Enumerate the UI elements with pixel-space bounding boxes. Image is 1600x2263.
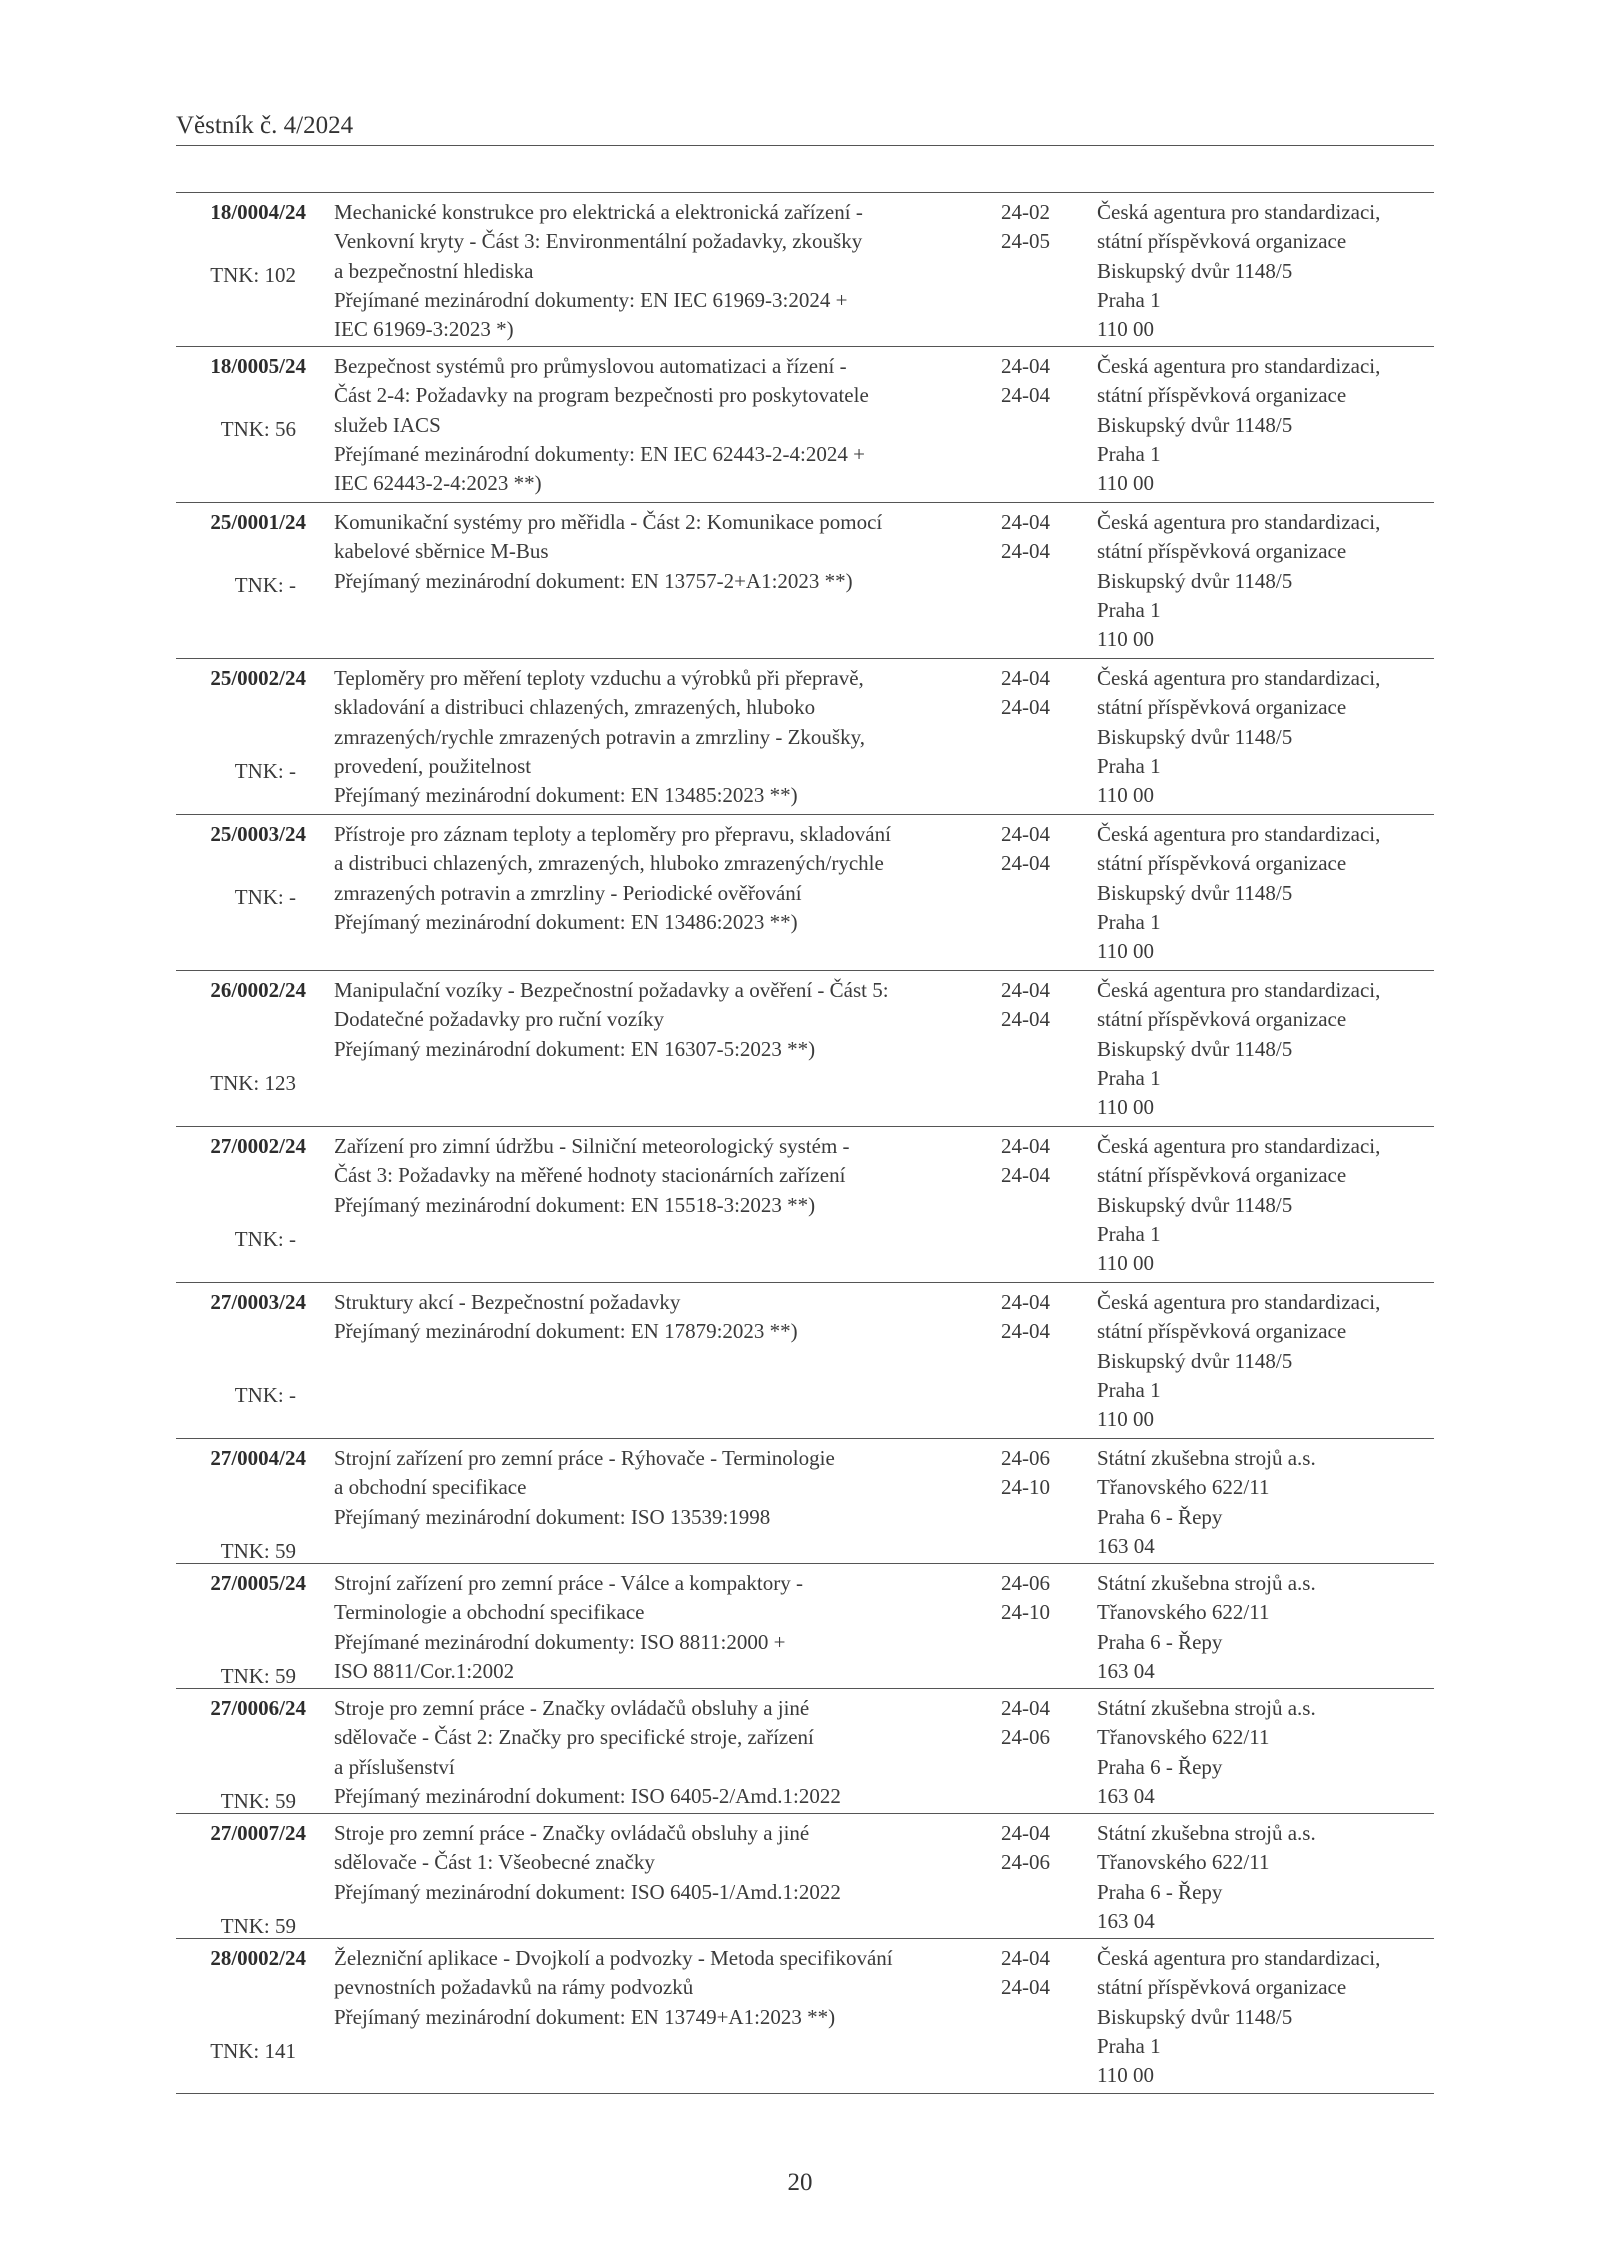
title-line: Venkovní kryty - Část 3: Environmentální požadavky, zkoušky <box>334 229 863 254</box>
org-line: Státní zkušebna strojů a.s. <box>1097 1446 1316 1470</box>
dates-column <box>1001 1288 1050 1347</box>
organization-address <box>1097 664 1437 810</box>
date-value: 24-04 <box>1001 383 1050 408</box>
org-line: Biskupský dvůr 1148/5 <box>1097 724 1293 749</box>
title-line: a distribuci chlazených, zmrazených, hluboko zmrazených/rychle <box>334 851 884 876</box>
date-value: 24-04 <box>1001 354 1050 378</box>
org-line: Biskupský dvůr 1148/5 <box>1097 258 1293 283</box>
title-line: IEC 61969-3:2023 *) <box>334 317 514 342</box>
title-line: Přejímaný mezinárodní dokument: EN 17879:2023 **) <box>334 1319 798 1344</box>
organization-address <box>1097 976 1437 1122</box>
date-value: 24-04 <box>1001 1134 1050 1158</box>
org-line: Praha 1 <box>1097 441 1161 466</box>
title-line: zmrazených/rychle zmrazených potravin a zmrzliny - Zkoušky, <box>334 724 865 749</box>
dates-column <box>1001 1944 1050 2003</box>
org-line: Biskupský dvůr 1148/5 <box>1097 1348 1293 1373</box>
organization-address <box>1097 1819 1437 1936</box>
org-line: Třanovského 622/11 <box>1097 1725 1270 1750</box>
table-row <box>176 658 1434 814</box>
org-line: 110 00 <box>1097 471 1154 496</box>
table-row <box>176 1438 1434 1563</box>
document-title <box>334 820 891 937</box>
org-line: Česká agentura pro standardizaci, <box>1097 822 1381 846</box>
org-line: 163 04 <box>1097 1783 1155 1808</box>
title-line: Terminologie a obchodní specifikace <box>334 1600 645 1625</box>
title-line: Strojní zařízení pro zemní práce - Rýhovače - Terminologie <box>334 1446 835 1470</box>
table-row <box>176 1563 1434 1688</box>
date-value: 24-04 <box>1001 510 1050 534</box>
date-value: 24-05 <box>1001 229 1050 254</box>
date-value: 24-04 <box>1001 822 1050 846</box>
org-line: Česká agentura pro standardizaci, <box>1097 666 1381 690</box>
document-title <box>334 198 874 344</box>
document-number: 26/0002/24 <box>210 978 306 1002</box>
title-line: Manipulační vozíky - Bezpečnostní požadavky a ověření - Část 5: <box>334 978 889 1002</box>
tnk-label: TNK: 59 <box>220 1539 296 1563</box>
org-line: Praha 6 - Řepy <box>1097 1879 1223 1904</box>
org-line: Praha 6 - Řepy <box>1097 1754 1223 1779</box>
title-line: zmrazených potravin a zmrzliny - Periodické ověřování <box>334 880 802 905</box>
org-line: Praha 1 <box>1097 287 1161 312</box>
title-line: Přejímaný mezinárodní dokument: EN 16307-5:2023 **) <box>334 1036 816 1061</box>
org-line: 163 04 <box>1097 1533 1155 1558</box>
org-line: Státní zkušebna strojů a.s. <box>1097 1571 1316 1595</box>
page-number: 20 <box>787 2169 813 2196</box>
org-line: 110 00 <box>1097 939 1154 964</box>
org-line: státní příspěvková organizace <box>1097 1007 1347 1032</box>
org-line: Biskupský dvůr 1148/5 <box>1097 2004 1293 2029</box>
org-line: Biskupský dvůr 1148/5 <box>1097 1192 1293 1217</box>
organization-address <box>1097 1288 1437 1434</box>
document-number: 25/0003/24 <box>210 822 306 846</box>
org-line: Česká agentura pro standardizaci, <box>1097 510 1381 534</box>
title-line: pevnostních požadavků na rámy podvozků <box>334 1975 694 2000</box>
document-number: 27/0002/24 <box>210 1134 306 1158</box>
title-line: Přejímaný mezinárodní dokument: ISO 13539:1998 <box>334 1504 771 1529</box>
tnk-label: TNK: 59 <box>220 1914 296 1938</box>
tnk-label: TNK: - <box>234 1227 296 1251</box>
dates-column <box>1001 508 1050 567</box>
date-value: 24-04 <box>1001 1163 1050 1188</box>
title-line: Přejímaný mezinárodní dokument: EN 13757-2+A1:2023 **) <box>334 568 853 593</box>
org-line: Česká agentura pro standardizaci, <box>1097 200 1381 224</box>
date-value: 24-04 <box>1001 666 1050 690</box>
org-line: Třanovského 622/11 <box>1097 1475 1270 1500</box>
org-line: 110 00 <box>1097 627 1154 652</box>
title-line: Přejímaný mezinárodní dokument: EN 15518-3:2023 **) <box>334 1192 816 1217</box>
title-line: a obchodní specifikace <box>334 1475 527 1500</box>
title-line: skladování a distribuci chlazených, zmrazených, hluboko <box>334 695 816 720</box>
table-row <box>176 970 1434 1126</box>
date-value: 24-06 <box>1001 1850 1050 1875</box>
organization-address <box>1097 508 1437 654</box>
title-line: Přejímaný mezinárodní dokument: EN 13485:2023 **) <box>334 783 798 808</box>
document-title <box>334 1132 874 1220</box>
document-number: 27/0004/24 <box>210 1446 306 1470</box>
dates-column <box>1001 1132 1050 1191</box>
title-line: provedení, použitelnost <box>334 753 532 778</box>
date-value: 24-04 <box>1001 1290 1050 1314</box>
tnk-label: TNK: - <box>234 1383 296 1407</box>
date-value: 24-06 <box>1001 1571 1050 1595</box>
table-row <box>176 1813 1434 1938</box>
title-line: služeb IACS <box>334 412 441 437</box>
document-number: 25/0002/24 <box>210 666 306 690</box>
org-line: Praha 1 <box>1097 909 1161 934</box>
header-divider <box>176 145 1434 146</box>
document-title <box>334 976 889 1064</box>
org-line: 110 00 <box>1097 1095 1154 1120</box>
org-line: Česká agentura pro standardizaci, <box>1097 978 1381 1002</box>
document-number: 27/0003/24 <box>210 1290 306 1314</box>
org-line: Česká agentura pro standardizaci, <box>1097 354 1381 378</box>
table-row <box>176 502 1434 658</box>
tnk-label: TNK: 141 <box>210 2039 296 2063</box>
org-line: 110 00 <box>1097 1407 1154 1432</box>
organization-address <box>1097 820 1437 966</box>
tnk-label: TNK: 59 <box>220 1664 296 1688</box>
tnk-label: TNK: 102 <box>210 263 296 287</box>
org-line: 163 04 <box>1097 1908 1155 1933</box>
page-header-title: Věstník č. 4/2024 <box>176 112 354 139</box>
org-line: státní příspěvková organizace <box>1097 539 1347 564</box>
title-line: a příslušenství <box>334 1754 455 1779</box>
org-line: státní příspěvková organizace <box>1097 1163 1347 1188</box>
tnk-label: TNK: 59 <box>220 1789 296 1813</box>
title-line: Teploměry pro měření teploty vzduchu a výrobků při přepravě, <box>334 666 864 690</box>
title-line: Stroje pro zemní práce - Značky ovládačů obsluhy a jiné <box>334 1696 810 1720</box>
dates-column <box>1001 976 1050 1035</box>
table-row <box>176 1282 1434 1438</box>
date-value: 24-10 <box>1001 1600 1050 1625</box>
document-title <box>334 352 874 498</box>
organization-address <box>1097 1694 1437 1811</box>
title-line: kabelové sběrnice M-Bus <box>334 539 549 564</box>
org-line: 110 00 <box>1097 783 1154 808</box>
document-title <box>334 1694 874 1811</box>
document-number: 27/0007/24 <box>210 1821 306 1845</box>
document-number: 18/0005/24 <box>210 354 306 378</box>
organization-address <box>1097 1944 1437 2090</box>
org-line: Praha 6 - Řepy <box>1097 1504 1223 1529</box>
org-line: Praha 1 <box>1097 1065 1161 1090</box>
title-line: sdělovače - Část 1: Všeobecné značky <box>334 1850 655 1875</box>
date-value: 24-06 <box>1001 1446 1050 1470</box>
table-row <box>176 346 1434 502</box>
organization-address <box>1097 352 1437 498</box>
table-row <box>176 1938 1434 2094</box>
document-title <box>334 508 883 596</box>
org-line: státní příspěvková organizace <box>1097 695 1347 720</box>
title-line: Přejímané mezinárodní dokumenty: EN IEC 61969-3:2024 + <box>334 287 848 312</box>
org-line: Praha 1 <box>1097 2033 1161 2058</box>
title-line: Část 3: Požadavky na měřené hodnoty stacionárních zařízení <box>334 1163 846 1188</box>
title-line: ISO 8811/Cor.1:2002 <box>334 1658 515 1683</box>
org-line: 110 00 <box>1097 1251 1154 1276</box>
org-line: státní příspěvková organizace <box>1097 383 1347 408</box>
org-line: 163 04 <box>1097 1658 1155 1683</box>
table-row <box>176 1126 1434 1282</box>
date-value: 24-06 <box>1001 1725 1050 1750</box>
title-line: Strojní zařízení pro zemní práce - Válce a kompaktory - <box>334 1571 804 1595</box>
document-title <box>334 1944 893 2032</box>
document-title <box>334 1288 874 1347</box>
title-line: Komunikační systémy pro měřidla - Část 2: Komunikace pomocí <box>334 510 883 534</box>
document-title <box>334 664 874 810</box>
table-row <box>176 192 1434 346</box>
dates-column <box>1001 352 1050 411</box>
org-line: Biskupský dvůr 1148/5 <box>1097 1036 1293 1061</box>
org-line: Třanovského 622/11 <box>1097 1850 1270 1875</box>
title-line: Přejímané mezinárodní dokumenty: EN IEC 62443-2-4:2024 + <box>334 441 865 466</box>
title-line: Stroje pro zemní práce - Značky ovládačů obsluhy a jiné <box>334 1821 810 1845</box>
table-row <box>176 1688 1434 1813</box>
org-line: Třanovského 622/11 <box>1097 1600 1270 1625</box>
document-number: 27/0006/24 <box>210 1696 306 1720</box>
date-value: 24-04 <box>1001 1975 1050 2000</box>
org-line: Praha 1 <box>1097 753 1161 778</box>
dates-column <box>1001 820 1050 879</box>
tnk-label: TNK: - <box>234 759 296 783</box>
date-value: 24-04 <box>1001 539 1050 564</box>
title-line: Struktury akcí - Bezpečnostní požadavky <box>334 1290 681 1314</box>
org-line: státní příspěvková organizace <box>1097 1975 1347 2000</box>
document-number: 27/0005/24 <box>210 1571 306 1595</box>
org-line: 110 00 <box>1097 317 1154 342</box>
standards-table <box>176 192 1434 2094</box>
tnk-label: TNK: 123 <box>210 1071 296 1095</box>
dates-column <box>1001 1569 1050 1628</box>
title-line: a bezpečnostní hlediska <box>334 258 534 283</box>
title-line: Mechanické konstrukce pro elektrická a elektronická zařízení - <box>334 200 863 224</box>
table-row <box>176 814 1434 970</box>
org-line: Česká agentura pro standardizaci, <box>1097 1134 1381 1158</box>
org-line: Praha 1 <box>1097 597 1161 622</box>
org-line: Česká agentura pro standardizaci, <box>1097 1946 1381 1970</box>
date-value: 24-04 <box>1001 851 1050 876</box>
date-value: 24-04 <box>1001 1821 1050 1845</box>
title-line: Železniční aplikace - Dvojkolí a podvozky - Metoda specifikování <box>334 1946 893 1970</box>
title-line: Přejímaný mezinárodní dokument: EN 13749+A1:2023 **) <box>334 2004 836 2029</box>
dates-column <box>1001 664 1050 723</box>
date-value: 24-04 <box>1001 695 1050 720</box>
org-line: Státní zkušebna strojů a.s. <box>1097 1821 1316 1845</box>
title-line: Přejímaný mezinárodní dokument: ISO 6405-2/Amd.1:2022 <box>334 1783 841 1808</box>
org-line: Biskupský dvůr 1148/5 <box>1097 880 1293 905</box>
date-value: 24-04 <box>1001 1696 1050 1720</box>
org-line: Státní zkušebna strojů a.s. <box>1097 1696 1316 1720</box>
org-line: Česká agentura pro standardizaci, <box>1097 1290 1381 1314</box>
title-line: Dodatečné požadavky pro ruční vozíky <box>334 1007 665 1032</box>
org-line: Biskupský dvůr 1148/5 <box>1097 568 1293 593</box>
dates-column <box>1001 1694 1050 1753</box>
org-line: Praha 6 - Řepy <box>1097 1629 1223 1654</box>
document-number: 28/0002/24 <box>210 1946 306 1970</box>
title-line: Zařízení pro zimní údržbu - Silniční meteorologický systém - <box>334 1134 850 1158</box>
document-number: 18/0004/24 <box>210 200 306 224</box>
dates-column <box>1001 198 1050 257</box>
org-line: Praha 1 <box>1097 1221 1161 1246</box>
title-line: Část 2-4: Požadavky na program bezpečnosti pro poskytovatele <box>334 383 869 408</box>
document-title <box>334 1569 874 1686</box>
org-line: státní příspěvková organizace <box>1097 1319 1347 1344</box>
organization-address <box>1097 1132 1437 1278</box>
document-title <box>334 1444 874 1532</box>
title-line: Bezpečnost systémů pro průmyslovou automatizaci a řízení - <box>334 354 847 378</box>
org-line: státní příspěvková organizace <box>1097 851 1347 876</box>
date-value: 24-04 <box>1001 978 1050 1002</box>
document-title <box>334 1819 874 1907</box>
dates-column <box>1001 1444 1050 1503</box>
title-line: Přejímané mezinárodní dokumenty: ISO 8811:2000 + <box>334 1629 786 1654</box>
date-value: 24-04 <box>1001 1946 1050 1970</box>
tnk-label: TNK: - <box>234 573 296 597</box>
title-line: IEC 62443-2-4:2023 **) <box>334 471 542 496</box>
title-line: Přístroje pro záznam teploty a teploměry pro přepravu, skladování <box>334 822 891 846</box>
tnk-label: TNK: 56 <box>220 417 296 441</box>
tnk-label: TNK: - <box>234 885 296 909</box>
date-value: 24-04 <box>1001 1007 1050 1032</box>
organization-address <box>1097 1569 1437 1686</box>
org-line: Biskupský dvůr 1148/5 <box>1097 412 1293 437</box>
org-line: 110 00 <box>1097 2063 1154 2088</box>
date-value: 24-02 <box>1001 200 1050 224</box>
date-value: 24-04 <box>1001 1319 1050 1344</box>
organization-address <box>1097 198 1437 344</box>
dates-column <box>1001 1819 1050 1878</box>
organization-address <box>1097 1444 1437 1561</box>
date-value: 24-10 <box>1001 1475 1050 1500</box>
title-line: Přejímaný mezinárodní dokument: ISO 6405-1/Amd.1:2022 <box>334 1879 841 1904</box>
title-line: sdělovače - Část 2: Značky pro specifické stroje, zařízení <box>334 1725 814 1750</box>
org-line: státní příspěvková organizace <box>1097 229 1347 254</box>
document-number: 25/0001/24 <box>210 510 306 534</box>
title-line: Přejímaný mezinárodní dokument: EN 13486:2023 **) <box>334 909 798 934</box>
org-line: Praha 1 <box>1097 1377 1161 1402</box>
